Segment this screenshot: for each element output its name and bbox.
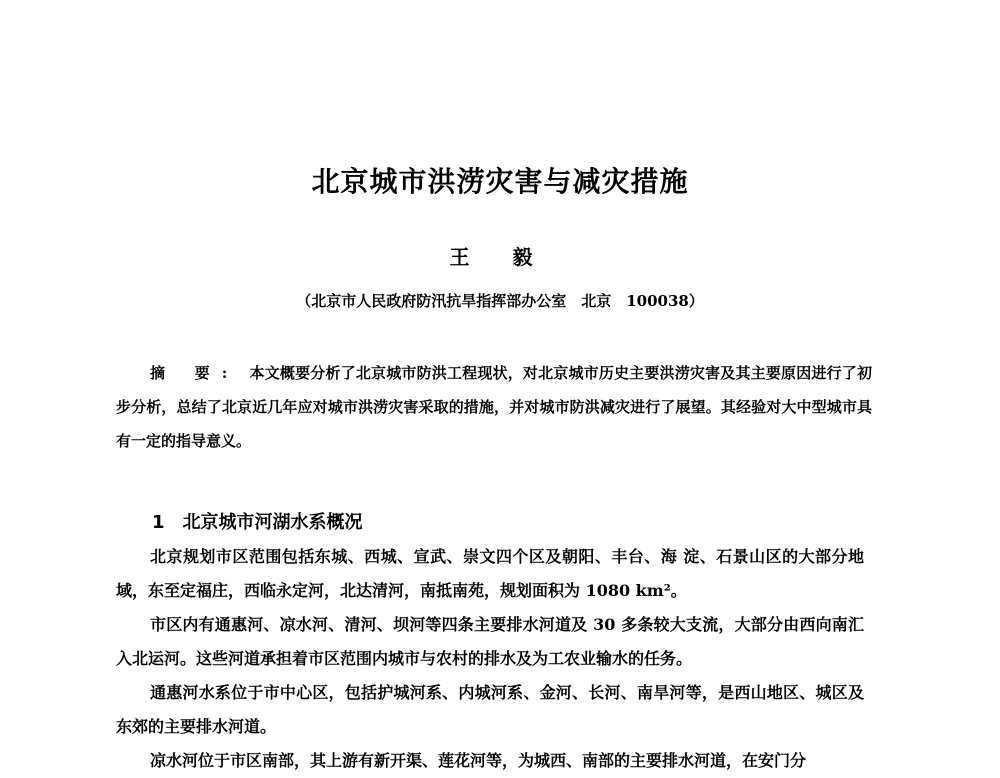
paragraph: 凉水河位于市区南部，其上游有新开渠、莲花河等，为城西、南部的主要排水河道，在安门分 xyxy=(150,751,807,770)
paragraph: 通惠河水系位于市中心区，包括护城河系、内城河系、金河、长河、南旱河等，是西山地区、城区及东郊的主要排水河道。 xyxy=(116,683,864,736)
author-name: 王 毅 xyxy=(449,245,551,269)
paper-title: 北京城市洪涝灾害与减灾措施 xyxy=(311,165,689,198)
section-title: 北京城市河湖水系概况 xyxy=(182,512,363,533)
section-number: 1 xyxy=(152,512,165,533)
abstract-text: 本文概要分析了北京城市防洪工程现状，对北京城市历史主要洪涝灾害及其主要原因进行了初步分析，总结了北京近几年应对城市洪涝灾害采取的措施，并对城市防洪减灾进行了展望。其经验对大中型城市具有一定的指导意义。 xyxy=(116,364,872,450)
abstract-label: 摘 要: xyxy=(150,364,240,382)
paragraph: 市区内有通惠河、凉水河、清河、坝河等四条主要排水河道及 30 多条较大支流，大部分由西向南汇入北运河。这些河道承担着市区范围内城市与农村的排水及为工农业输水的任务。 xyxy=(116,615,864,668)
author-affiliation: （北京市人民政府防汛抗旱指挥部办公室 北京 100038） xyxy=(296,292,704,310)
abstract xyxy=(116,356,872,458)
section-body xyxy=(116,540,864,778)
section-heading xyxy=(152,508,363,534)
paragraph: 北京规划市区范围包括东城、西城、宣武、崇文四个区及朝阳、丰台、海 淀、石景山区的大部分地域，东至定福庄，西临永定河，北达清河，南抵南苑，规划面积为 1080 km²。 xyxy=(116,547,864,600)
